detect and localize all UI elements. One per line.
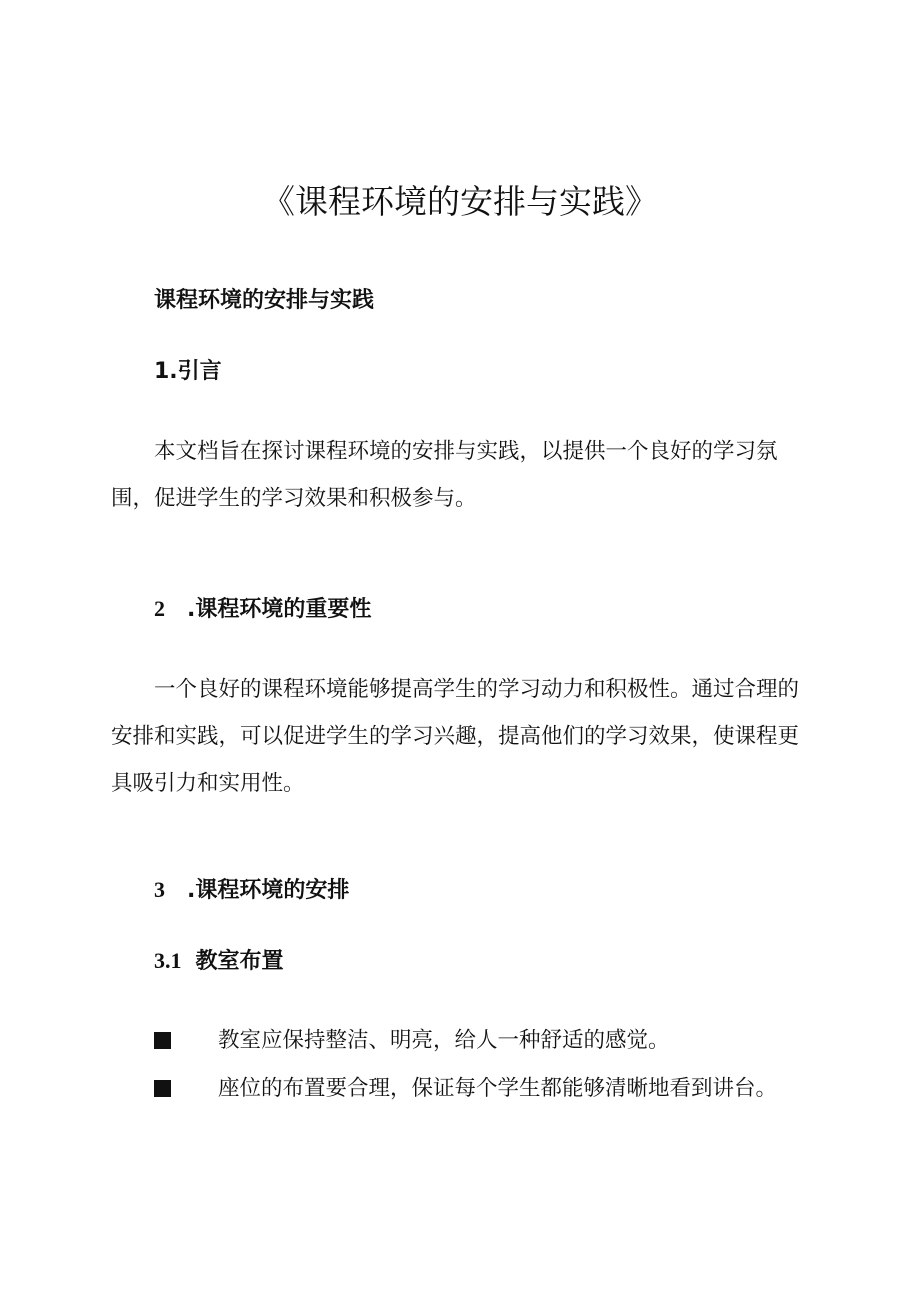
- section-1-paragraph: 本文档旨在探讨课程环境的安排与实践，以提供一个良好的学习氛围，促进学生的学习效果和积极参与。: [111, 439, 778, 511]
- square-bullet-icon: [154, 1032, 171, 1049]
- section-2-paragraph: 一个良好的课程环境能够提高学生的学习动力和积极性。通过合理的安排和实践，可以促进学生的学习兴趣，提高他们的学习效果，使课程更具吸引力和实用性。: [111, 677, 800, 796]
- section-3-number: 3: [154, 877, 165, 902]
- section-3-heading: [154, 874, 349, 907]
- list-item: [154, 1023, 834, 1063]
- subsection-3-1-heading: [154, 945, 284, 978]
- section-2-heading: [154, 593, 371, 626]
- subsection-3-1-heading-text: 教室布置: [195, 949, 284, 974]
- section-1-heading: 1.引言: [154, 359, 222, 384]
- document-title: 《课程环境的安排与实践》: [262, 182, 658, 221]
- section-2-heading-text: .课程环境的重要性: [187, 597, 372, 622]
- list-item: [154, 1071, 834, 1111]
- subsection-3-1-number: 3.1: [154, 948, 182, 973]
- document-subtitle: 课程环境的安排与实践: [154, 288, 375, 313]
- list-item-text: 座位的布置要合理，保证每个学生都能够清晰地看到讲台。: [218, 1076, 778, 1101]
- section-3-heading-text: .课程环境的安排: [187, 878, 350, 903]
- list-item-text: 教室应保持整洁、明亮，给人一种舒适的感觉。: [218, 1028, 670, 1053]
- section-2-number: 2: [154, 596, 165, 621]
- square-bullet-icon: [154, 1080, 171, 1097]
